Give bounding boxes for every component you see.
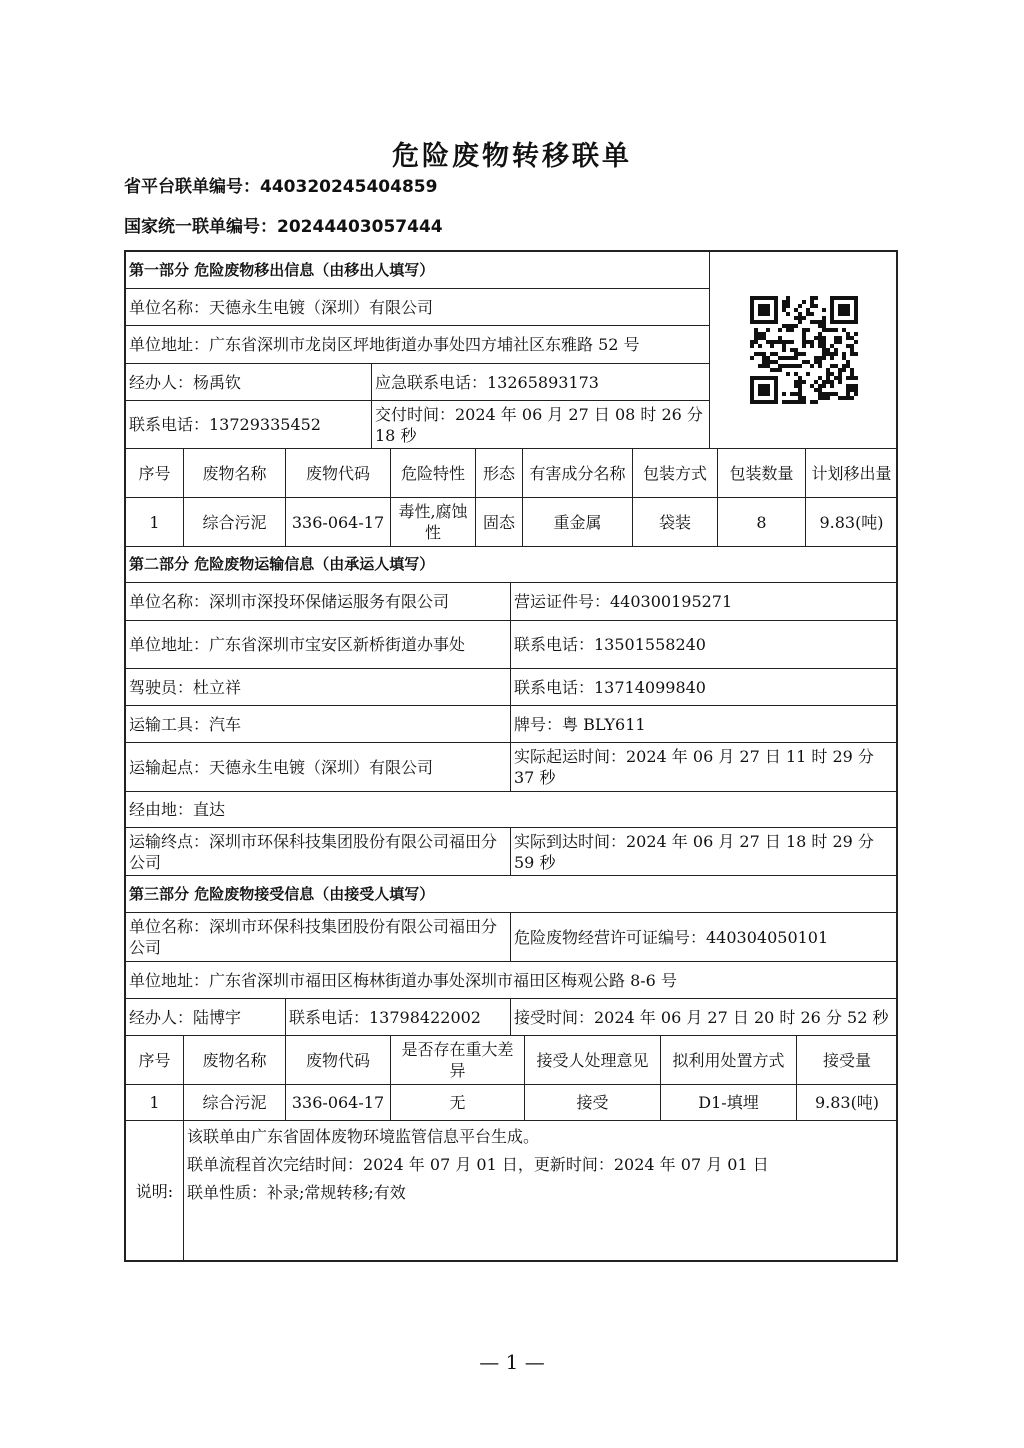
- part3-column-header: 废物代码: [286, 1036, 391, 1085]
- qr-code-cell: [710, 252, 898, 449]
- part1-table-cell: 袋装: [633, 498, 718, 547]
- notes-line: 该联单由广东省固体废物环境监管信息平台生成。: [187, 1127, 540, 1146]
- part1-table-cell: 336-064-17: [286, 498, 391, 547]
- part3-permit: 危险废物经营许可证编号：440304050101: [511, 913, 898, 962]
- part2-driver: 驾驶员：杜立祥: [126, 669, 511, 706]
- part1-unit-name: 单位名称：天德永生电镀（深圳）有限公司: [126, 289, 710, 326]
- part3-table-cell: D1-填埋: [661, 1085, 797, 1121]
- part3-column-header: 接受量: [797, 1036, 898, 1085]
- notes-body: [184, 1121, 898, 1262]
- part3-column-header: 拟利用处置方式: [661, 1036, 797, 1085]
- provincial-form-number: 省平台联单编号：440320245404859: [124, 177, 438, 197]
- part1-unit-address: 单位地址：广东省深圳市龙岗区坪地街道办事处四方埔社区东雅路 52 号: [126, 326, 710, 364]
- part1-column-header: 危险特性: [391, 449, 476, 498]
- part3-column-header: 是否存在重大差异: [391, 1036, 525, 1085]
- part2-destination: 运输终点：深圳市环保科技集团股份有限公司福田分公司: [126, 828, 511, 876]
- part1-delivery-time: 交付时间：2024 年 06 月 27 日 08 时 26 分 18 秒: [372, 401, 710, 449]
- part3-table-cell: 综合污泥: [184, 1085, 286, 1121]
- notes-label: 说明:: [126, 1121, 184, 1262]
- part1-table-cell: 综合污泥: [184, 498, 286, 547]
- part2-driver-phone: 联系电话：13714099840: [511, 669, 898, 706]
- part3-receive-time: 接受时间：2024 年 06 月 27 日 20 时 26 分 52 秒: [511, 999, 898, 1036]
- part3-unit-address: 单位地址：广东省深圳市福田区梅林街道办事处深圳市福田区梅观公路 8-6 号: [126, 962, 898, 999]
- notes-line: 联单流程首次完结时间：2024 年 07 月 01 日，更新时间：2024 年 07 月 01 日: [187, 1155, 769, 1174]
- part2-heading: 第二部分 危险废物运输信息（由承运人填写）: [126, 547, 898, 583]
- part1-table-cell: 毒性,腐蚀性: [391, 498, 476, 547]
- part3-phone: 联系电话：13798422002: [286, 999, 511, 1036]
- part1-column-header: 计划移出量: [806, 449, 898, 498]
- part1-table-cell: 8: [718, 498, 806, 547]
- part1-column-header: 序号: [126, 449, 184, 498]
- part2-license: 营运证件号：440300195271: [511, 583, 898, 621]
- qr-code-icon: [750, 296, 858, 404]
- part1-handler: 经办人：杨禹钦: [126, 364, 372, 401]
- national-form-number: 国家统一联单编号：20244403057444: [124, 217, 443, 237]
- part3-heading: 第三部分 危险废物接受信息（由接受人填写）: [126, 876, 898, 913]
- part1-column-header: 包装方式: [633, 449, 718, 498]
- part3-handler: 经办人：陆博宇: [126, 999, 286, 1036]
- part3-unit-name: 单位名称：深圳市环保科技集团股份有限公司福田分公司: [126, 913, 511, 962]
- part1-column-header: 形态: [476, 449, 523, 498]
- part3-column-header: 废物名称: [184, 1036, 286, 1085]
- part3-table-cell: 接受: [525, 1085, 661, 1121]
- part1-phone: 联系电话：13729335452: [126, 401, 372, 449]
- part2-origin: 运输起点：天德永生电镀（深圳）有限公司: [126, 743, 511, 792]
- part2-unit-name: 单位名称：深圳市深投环保储运服务有限公司: [126, 583, 511, 621]
- part3-table-cell: 1: [126, 1085, 184, 1121]
- part3-table-cell: 336-064-17: [286, 1085, 391, 1121]
- part1-table-cell: 固态: [476, 498, 523, 547]
- transfer-form-table: [124, 250, 898, 1262]
- part2-vehicle: 运输工具：汽车: [126, 706, 511, 743]
- document-title: 危险废物转移联单: [392, 141, 632, 172]
- part3-column-header: 序号: [126, 1036, 184, 1085]
- part2-via: 经由地：直达: [126, 792, 898, 828]
- part3-table-cell: 无: [391, 1085, 525, 1121]
- part3-table-cell: 9.83(吨): [797, 1085, 898, 1121]
- part1-column-header: 有害成分名称: [523, 449, 633, 498]
- part1-emergency-phone: 应急联系电话：13265893173: [372, 364, 710, 401]
- part1-table-cell: 重金属: [523, 498, 633, 547]
- part1-table-cell: 9.83(吨): [806, 498, 898, 547]
- part2-unit-address: 单位地址：广东省深圳市宝安区新桥街道办事处: [126, 621, 511, 669]
- part2-plate: 牌号：粤 BLY611: [511, 706, 898, 743]
- notes-line: 联单性质：补录;常规转移;有效: [187, 1183, 406, 1202]
- part1-column-header: 废物名称: [184, 449, 286, 498]
- part3-column-header: 接受人处理意见: [525, 1036, 661, 1085]
- part1-column-header: 包装数量: [718, 449, 806, 498]
- part1-column-header: 废物代码: [286, 449, 391, 498]
- part1-heading: 第一部分 危险废物移出信息（由移出人填写）: [126, 252, 710, 289]
- part2-phone: 联系电话：13501558240: [511, 621, 898, 669]
- part2-depart-time: 实际起运时间：2024 年 06 月 27 日 11 时 29 分 37 秒: [511, 743, 898, 792]
- part2-arrive-time: 实际到达时间：2024 年 06 月 27 日 18 时 29 分 59 秒: [511, 828, 898, 876]
- part1-table-cell: 1: [126, 498, 184, 547]
- page-number: — 1 —: [479, 1350, 545, 1374]
